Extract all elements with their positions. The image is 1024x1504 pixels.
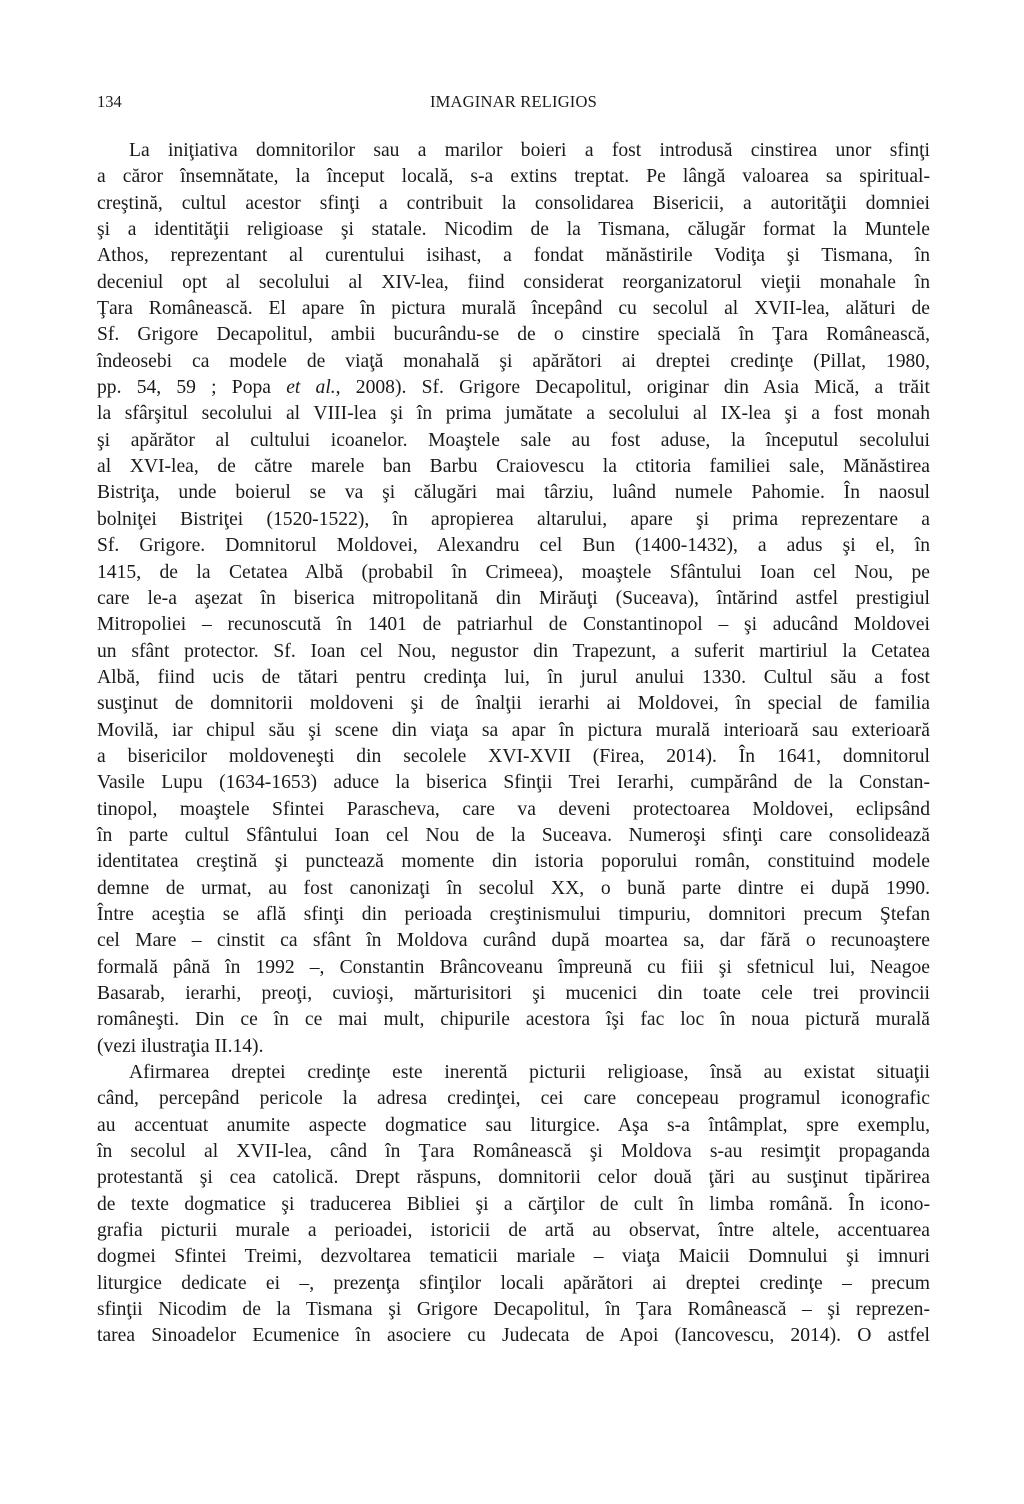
text-line: deceniul opt al secolului al XIV-lea, fiind considerat reorganizatorul vieţii monahale în: [97, 271, 930, 293]
text-line: de texte dogmatice şi traducerea Bibliei şi a cărţilor de cult în limba română. În icono-: [97, 1193, 930, 1215]
text-line: grafia picturii murale a perioadei, istoricii de artă au observat, între altele, accentuarea: [97, 1220, 930, 1242]
italic-text: et al.: [286, 377, 336, 399]
paragraph: [97, 1060, 930, 1350]
body-text: [97, 138, 930, 1350]
text-line: identitatea creştină şi punctează momente din istoria poporului român, constituind modele: [97, 851, 930, 873]
running-head-title: IMAGINAR RELIGIOS: [429, 92, 597, 111]
text-line: (vezi ilustraţia II.14).: [97, 1035, 264, 1057]
text-line: la sfârşitul secolului al VIII-lea şi în prima jumătate a secolului al IX-lea şi a fost monah: [97, 403, 930, 425]
text-line: Sf. Grigore. Domnitorul Moldovei, Alexandru cel Bun (1400-1432), a adus şi el, în: [97, 535, 930, 557]
text-line: creştină, cultul acestor sfinţi a contribuit la consolidarea Bisericii, a autorităţii domniei: [97, 192, 930, 214]
text-line: Mitropoliei – recunoscută în 1401 de patriarhul de Constantinopol – şi aducând Moldovei: [97, 614, 930, 636]
text-line: şi a identităţii religioase şi statale. Nicodim de la Tismana, călugăr format la Muntele: [97, 219, 930, 241]
text-line: tarea Sinoadelor Ecumenice în asociere cu Judecata de Apoi (Iancovescu, 2014). O astfel: [97, 1325, 930, 1347]
text-line: Vasile Lupu (1634-1653) aduce la biserica Sfinţii Trei Ierarhi, cumpărând de la Constan-: [97, 772, 930, 794]
paragraph: [97, 138, 930, 1060]
text-line: care le-a aşezat în biserica mitropolitană din Mirăuţi (Suceava), întărind astfel prestigiul: [97, 587, 930, 609]
text-line: în secolul al XVII-lea, când în Ţara Românească şi Moldova s-au resimţit propaganda: [97, 1141, 930, 1163]
text-line: cel Mare – cinstit ca sfânt în Moldova curând după moartea sa, dar fără o recunoaştere: [97, 930, 930, 952]
text-line: îndeosebi ca modele de viaţă monahală şi apărători ai dreptei credinţe (Pillat, 1980,: [97, 350, 930, 372]
text-line: La iniţiativa domnitorilor sau a marilor boieri a fost introdusă cinstirea unor sfinţi: [129, 140, 930, 161]
text-line: Bistriţa, unde boierul se va şi călugări mai târziu, luând numele Pahomie. În naosul: [97, 482, 930, 504]
text-line: pp. 54, 59 ; Popa et al., 2008). Sf. Grigore Decapolitul, originar din Asia Mică, a trăit: [97, 377, 930, 399]
text-line: Albă, fiind ucis de tătari pentru credinţa lui, în jurul anului 1330. Cultul său a fost: [97, 666, 930, 688]
text-line: tinopol, moaştele Sfintei Parascheva, care va deveni protectoarea Moldovei, eclipsând: [97, 798, 930, 820]
text-line: au accentuat anumite aspecte dogmatice sau liturgice. Aşa s-a întâmplat, spre exemplu,: [97, 1114, 930, 1136]
text-line: demne de urmat, au fost canonizaţi în secolul XX, o bună parte dintre ei după 1990.: [97, 877, 930, 899]
text-line: când, percepând pericole la adresa credinţei, cei care concepeau programul iconografic: [97, 1088, 930, 1110]
text-line: Sf. Grigore Decapolitul, ambii bucurându-se de o cinstire specială în Ţara Românească,: [97, 324, 930, 346]
text-line: Basarab, ierarhi, preoţi, cuvioşi, mărturisitori şi mucenici din toate cele trei provincii: [97, 983, 930, 1004]
text-line: româneşti. Din ce în ce mai mult, chipurile acestora îşi fac loc în noua pictură murală: [97, 1009, 930, 1031]
text-line: Ţara Românească. El apare în pictura murală începând cu secolul al XVII-lea, alături de: [97, 298, 930, 320]
text-line: Movilă, iar chipul său şi scene din viaţa sa apar în pictura murală interioară sau exterioară: [97, 719, 930, 741]
running-header: [97, 92, 930, 116]
text-line: a căror însemnătate, la început locală, s-a extins treptat. Pe lângă valoarea sa spiritual-: [97, 166, 930, 188]
text-line: un sfânt protector. Sf. Ioan cel Nou, negustor din Trapezunt, a suferit martiriul la Cetatea: [97, 640, 930, 662]
text-line: 1415, de la Cetatea Albă (probabil în Crimeea), moaştele Sfântului Ioan cel Nou, pe: [97, 561, 930, 583]
text-line: liturgice dedicate ei –, prezenţa sfinţilor locali apărători ai dreptei credinţe – precum: [97, 1272, 930, 1294]
text-line: a bisericilor moldoveneşti din secolele XVI-XVII (Firea, 2014). În 1641, domnitorul: [97, 745, 930, 767]
text-line: susţinut de domnitorii moldoveni şi de înalţii ierarhi ai Moldovei, în special de familia: [97, 693, 930, 715]
text-line: Athos, reprezentant al curentului isihast, a fondat mănăstirile Vodiţa şi Tismana, în: [97, 245, 930, 267]
page-number: 134: [97, 92, 122, 111]
text-line: formală până în 1992 –, Constantin Brâncoveanu împreună cu fiii şi sfetnicul lui, Neagoe: [97, 956, 930, 978]
text-line: protestantă şi cea catolică. Drept răspuns, domnitorii celor două ţări au susţinut tipărirea: [97, 1167, 930, 1189]
text-line: dogmei Sfintei Treimi, dezvoltarea tematicii mariale – viaţa Maicii Domnului şi imnuri: [97, 1246, 930, 1268]
text-line: în parte cultul Sfântului Ioan cel Nou de la Suceava. Numeroşi sfinţi care consolidează: [97, 824, 930, 846]
text-line: Între aceştia se află sfinţi din perioada creştinismului timpuriu, domnitori precum Ştefan: [97, 903, 930, 925]
text-line: bolniţei Bistriţei (1520-1522), în apropierea altarului, apare şi prima reprezentare a: [97, 508, 930, 530]
text-line: şi apărător al cultului icoanelor. Moaştele sale au fost aduse, la începutul secolului: [97, 429, 930, 451]
text-line: sfinţii Nicodim de la Tismana şi Grigore Decapolitul, în Ţara Românească – şi reprezen-: [97, 1299, 930, 1321]
text-line: al XVI-lea, de către marele ban Barbu Craiovescu la ctitoria familiei sale, Mănăstirea: [97, 456, 930, 478]
text-line: Afirmarea dreptei credinţe este inerentă picturii religioase, însă au existat situaţii: [129, 1062, 930, 1084]
